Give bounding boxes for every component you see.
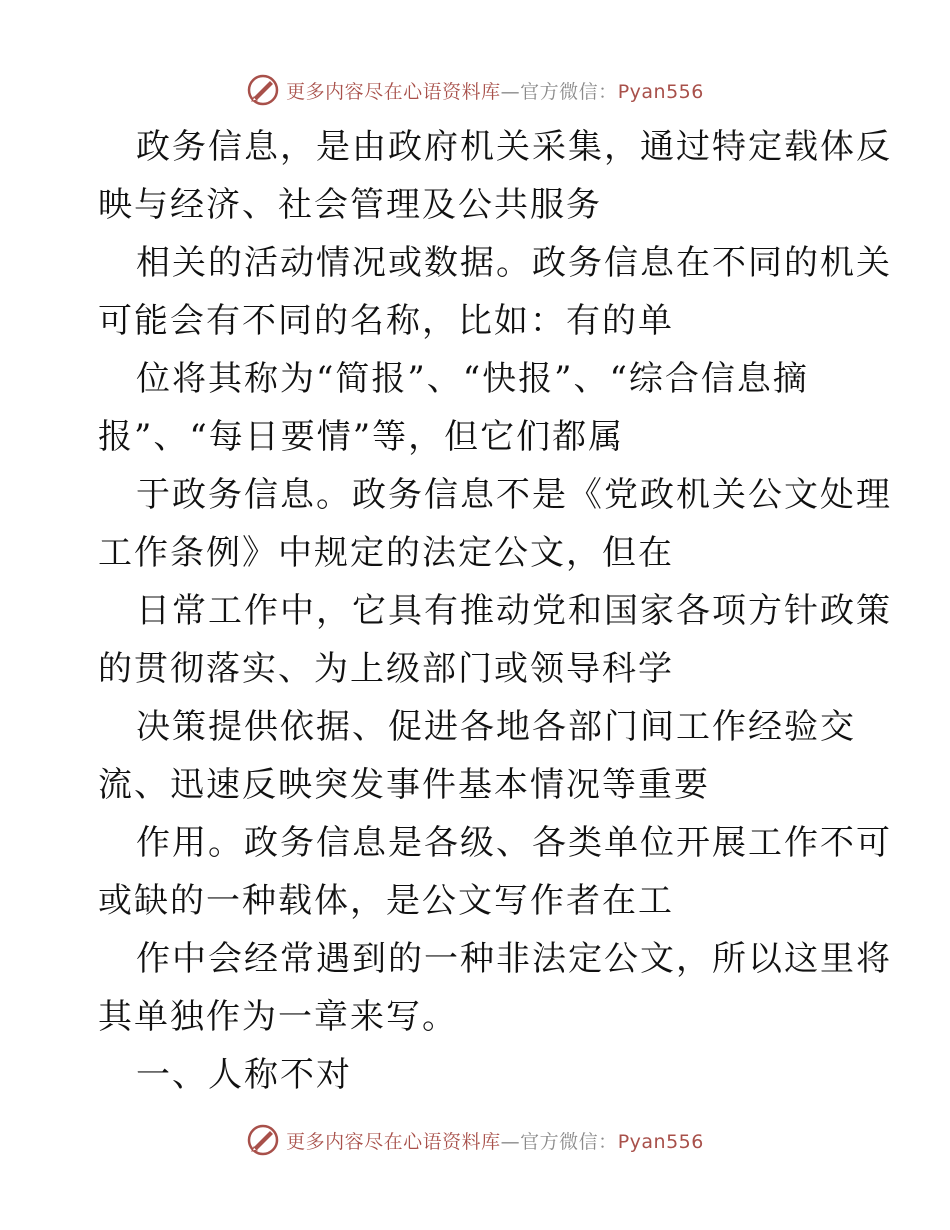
wechat-label: 官方微信： — [520, 1130, 618, 1153]
wechat-id: Pyan556 — [617, 1130, 704, 1153]
body-line: 或缺的一种载体，是公文写作者在工 — [98, 881, 674, 921]
body-line: 流、迅速反映突发事件基本情况等重要 — [98, 765, 710, 805]
body-line: 的贯彻落实、为上级部门或领导科学 — [98, 649, 674, 689]
banner-title: 更多内容尽在心语资料库 — [286, 80, 501, 103]
body-line: 决策提供依据、促进各地各部门间工作经验交 — [136, 707, 856, 747]
footer-banner — [0, 1120, 950, 1160]
body-line: 相关的活动情况或数据。政务信息在不同的机关 — [136, 243, 892, 283]
wechat-label: 官方微信： — [520, 80, 618, 103]
body-line: 作用。政务信息是各级、各类单位开展工作不可 — [136, 823, 892, 863]
body-line: 其单独作为一章来写。 — [98, 997, 458, 1037]
body-line: 位将其称为“简报”、“快报”、“综合信息摘 — [136, 359, 809, 399]
body-line: 可能会有不同的名称，比如：有的单 — [98, 301, 674, 341]
body-line: 政务信息，是由政府机关采集，通过特定载体反 — [136, 127, 892, 167]
body-line: 于政务信息。政务信息不是《党政机关公文处理 — [136, 475, 892, 515]
banner-title: 更多内容尽在心语资料库 — [286, 1130, 501, 1153]
section-heading: 一、人称不对 — [136, 1055, 352, 1095]
pen-logo-icon — [246, 1123, 280, 1157]
body-line: 工作条例》中规定的法定公文，但在 — [98, 533, 674, 573]
banner-dash: — — [500, 1130, 521, 1153]
body-line: 作中会经常遇到的一种非法定公文，所以这里将 — [136, 939, 892, 979]
header-banner — [0, 70, 950, 110]
banner-text — [286, 1127, 704, 1154]
banner-text — [286, 77, 704, 104]
body-line: 日常工作中，它具有推动党和国家各项方针政策 — [136, 591, 892, 631]
wechat-id: Pyan556 — [617, 80, 704, 103]
body-line: 映与经济、社会管理及公共服务 — [98, 185, 602, 225]
body-line: 报”、“每日要情”等，但它们都属 — [98, 417, 625, 457]
banner-dash: — — [500, 80, 521, 103]
document-body — [98, 118, 892, 1138]
pen-logo-icon — [246, 73, 280, 107]
